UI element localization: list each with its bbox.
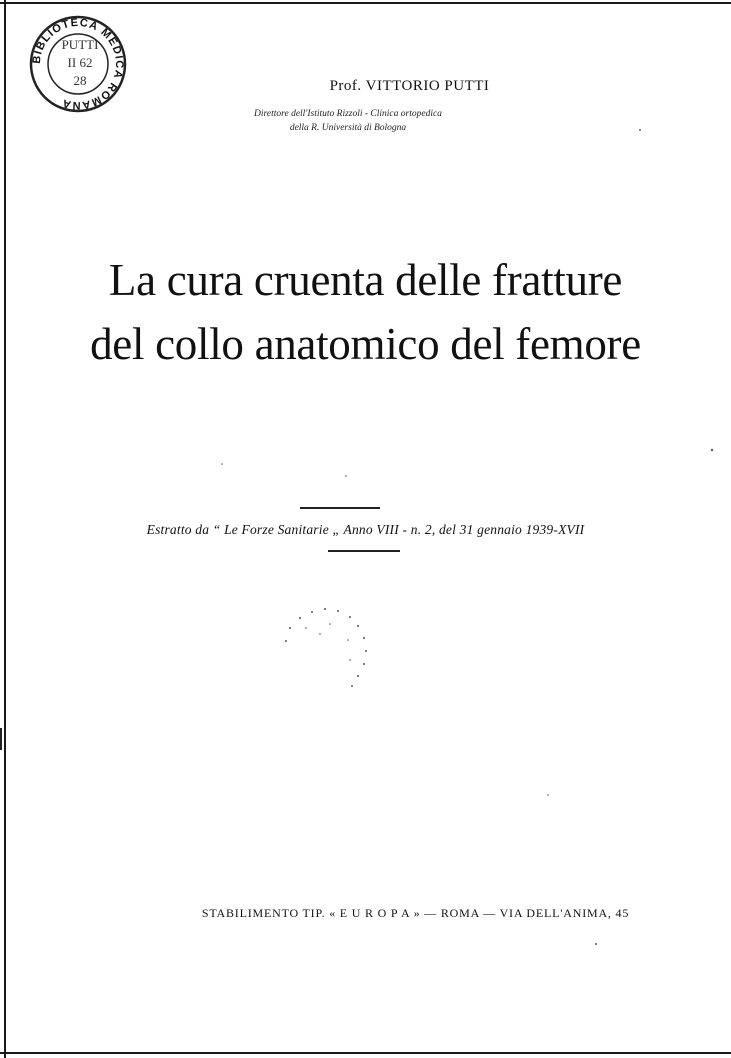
stamp-line: PUTTI bbox=[61, 37, 99, 52]
author-name: Prof. VITTORIO PUTTI bbox=[329, 78, 490, 94]
stamp-ring-text: BIBLIOTECA MEDICA ROMANA bbox=[30, 16, 126, 112]
affiliation-line: della R. Università di Bologna bbox=[289, 123, 407, 133]
stamp-line: II 62 bbox=[67, 55, 93, 70]
affiliation-line: Direttore dell'Istituto Rizzoli - Clinica ortopedica bbox=[254, 109, 442, 119]
publisher-text: STABILIMENTO TIP. « E U R O P A » — ROMA — VIA DELL'ANIMA, 45 bbox=[201, 906, 630, 920]
title-line: La cura cruenta delle fratture bbox=[108, 255, 623, 305]
extract-citation: Estratto da “ Le Forze Sanitarie „ Anno VIII - n. 2, del 31 gennaio 1939-XVII bbox=[146, 522, 585, 537]
stamp-line: 28 bbox=[73, 73, 87, 88]
publisher-imprint bbox=[0, 906, 731, 921]
title-line: del collo anatomico del femore bbox=[90, 319, 641, 369]
